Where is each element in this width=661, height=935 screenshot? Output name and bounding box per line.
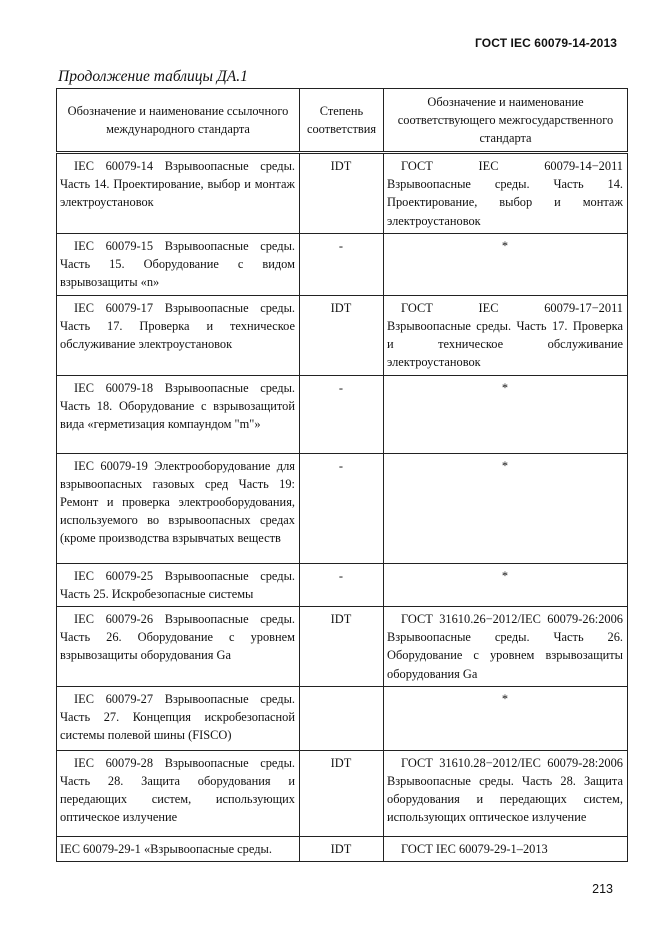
table-body <box>57 153 628 862</box>
cell-national-standard: * <box>384 233 628 295</box>
column-header-degree: Степень соответствия <box>300 89 384 153</box>
page-number: 213 <box>592 882 613 896</box>
table-row <box>57 453 628 563</box>
document-header-id: ГОСТ IEC 60079-14-2013 <box>475 36 617 50</box>
table-row <box>57 295 628 375</box>
cell-international-standard: IEC 60079-15 Взрывоопасные среды. Часть 15. Оборудование с видом взрывозащиты «n» <box>57 233 300 295</box>
cell-degree: IDT <box>300 607 384 687</box>
cell-degree: - <box>300 375 384 453</box>
table-row <box>57 233 628 295</box>
table-header-row <box>57 89 628 153</box>
cell-national-standard: ГОСТ IEC 60079-17−2011 Взрывоопасные среды. Часть 17. Проверка и техническое обслуживание электроустановок <box>384 295 628 375</box>
table-row <box>57 750 628 836</box>
column-header-international: Обозначение и наименование ссылочного международного стандарта <box>57 89 300 153</box>
cell-degree: IDT <box>300 153 384 234</box>
cell-international-standard: IEC 60079-17 Взрывоопасные среды. Часть 17. Проверка и техническое обслуживание электроустановок <box>57 295 300 375</box>
cell-national-standard: ГОСТ IEC 60079-29-1–2013 <box>384 836 628 861</box>
table-row <box>57 153 628 234</box>
reference-standards-table <box>56 88 628 862</box>
cell-international-standard: IEC 60079-29-1 «Взрывоопасные среды. <box>57 836 300 861</box>
cell-national-standard: ГОСТ 31610.28−2012/IEC 60079-28:2006 Взрывоопасные среды. Часть 28. Защита оборудования и передающих систем, использующих оптическое излучение <box>384 750 628 836</box>
cell-degree: IDT <box>300 836 384 861</box>
table-row <box>57 836 628 861</box>
table-row <box>57 563 628 606</box>
cell-international-standard: IEC 60079-26 Взрывоопасные среды. Часть 26. Оборудование с уровнем взрывозащиты оборудования Ga <box>57 607 300 687</box>
cell-national-standard: * <box>384 453 628 563</box>
cell-international-standard: IEC 60079-27 Взрывоопасные среды. Часть 27. Концепция искробезопасной системы полевой шины (FISCO) <box>57 686 300 750</box>
table-row <box>57 607 628 687</box>
table-caption: Продолжение таблицы ДА.1 <box>58 68 248 85</box>
cell-international-standard: IEC 60079-28 Взрывоопасные среды. Часть 28. Защита оборудования и передающих систем, использующих оптическое излучение <box>57 750 300 836</box>
cell-degree: - <box>300 453 384 563</box>
cell-national-standard: ГОСТ 31610.26−2012/IEC 60079-26:2006 Взрывоопасные среды. Часть 26. Оборудование с уровнем взрывозащиты оборудования Ga <box>384 607 628 687</box>
cell-national-standard: * <box>384 375 628 453</box>
cell-degree: IDT <box>300 750 384 836</box>
cell-degree <box>300 686 384 750</box>
cell-degree: - <box>300 563 384 606</box>
table-row <box>57 375 628 453</box>
table-row <box>57 686 628 750</box>
cell-international-standard: IEC 60079-14 Взрывоопасные среды. Часть 14. Проектирование, выбор и монтаж электроустановок <box>57 153 300 234</box>
cell-international-standard: IEC 60079-19 Электрооборудование для взрывоопасных газовых сред Часть 19: Ремонт и проверка электрооборудования, используемого во взрывоопасных средах (кроме производства взрывчатых веществ <box>57 453 300 563</box>
cell-national-standard: ГОСТ IEC 60079-14−2011 Взрывоопасные среды. Часть 14. Проектирование, выбор и монтаж электроустановок <box>384 153 628 234</box>
cell-degree: IDT <box>300 295 384 375</box>
cell-national-standard: * <box>384 563 628 606</box>
cell-international-standard: IEC 60079-18 Взрывоопасные среды. Часть 18. Оборудование с взрывозащитой вида «герметизация компаундом "m"» <box>57 375 300 453</box>
cell-degree: - <box>300 233 384 295</box>
cell-national-standard: * <box>384 686 628 750</box>
column-header-national: Обозначение и наименование соответствующего межгосударственного стандарта <box>384 89 628 153</box>
cell-international-standard: IEC 60079-25 Взрывоопасные среды. Часть 25. Искробезопасные системы <box>57 563 300 606</box>
